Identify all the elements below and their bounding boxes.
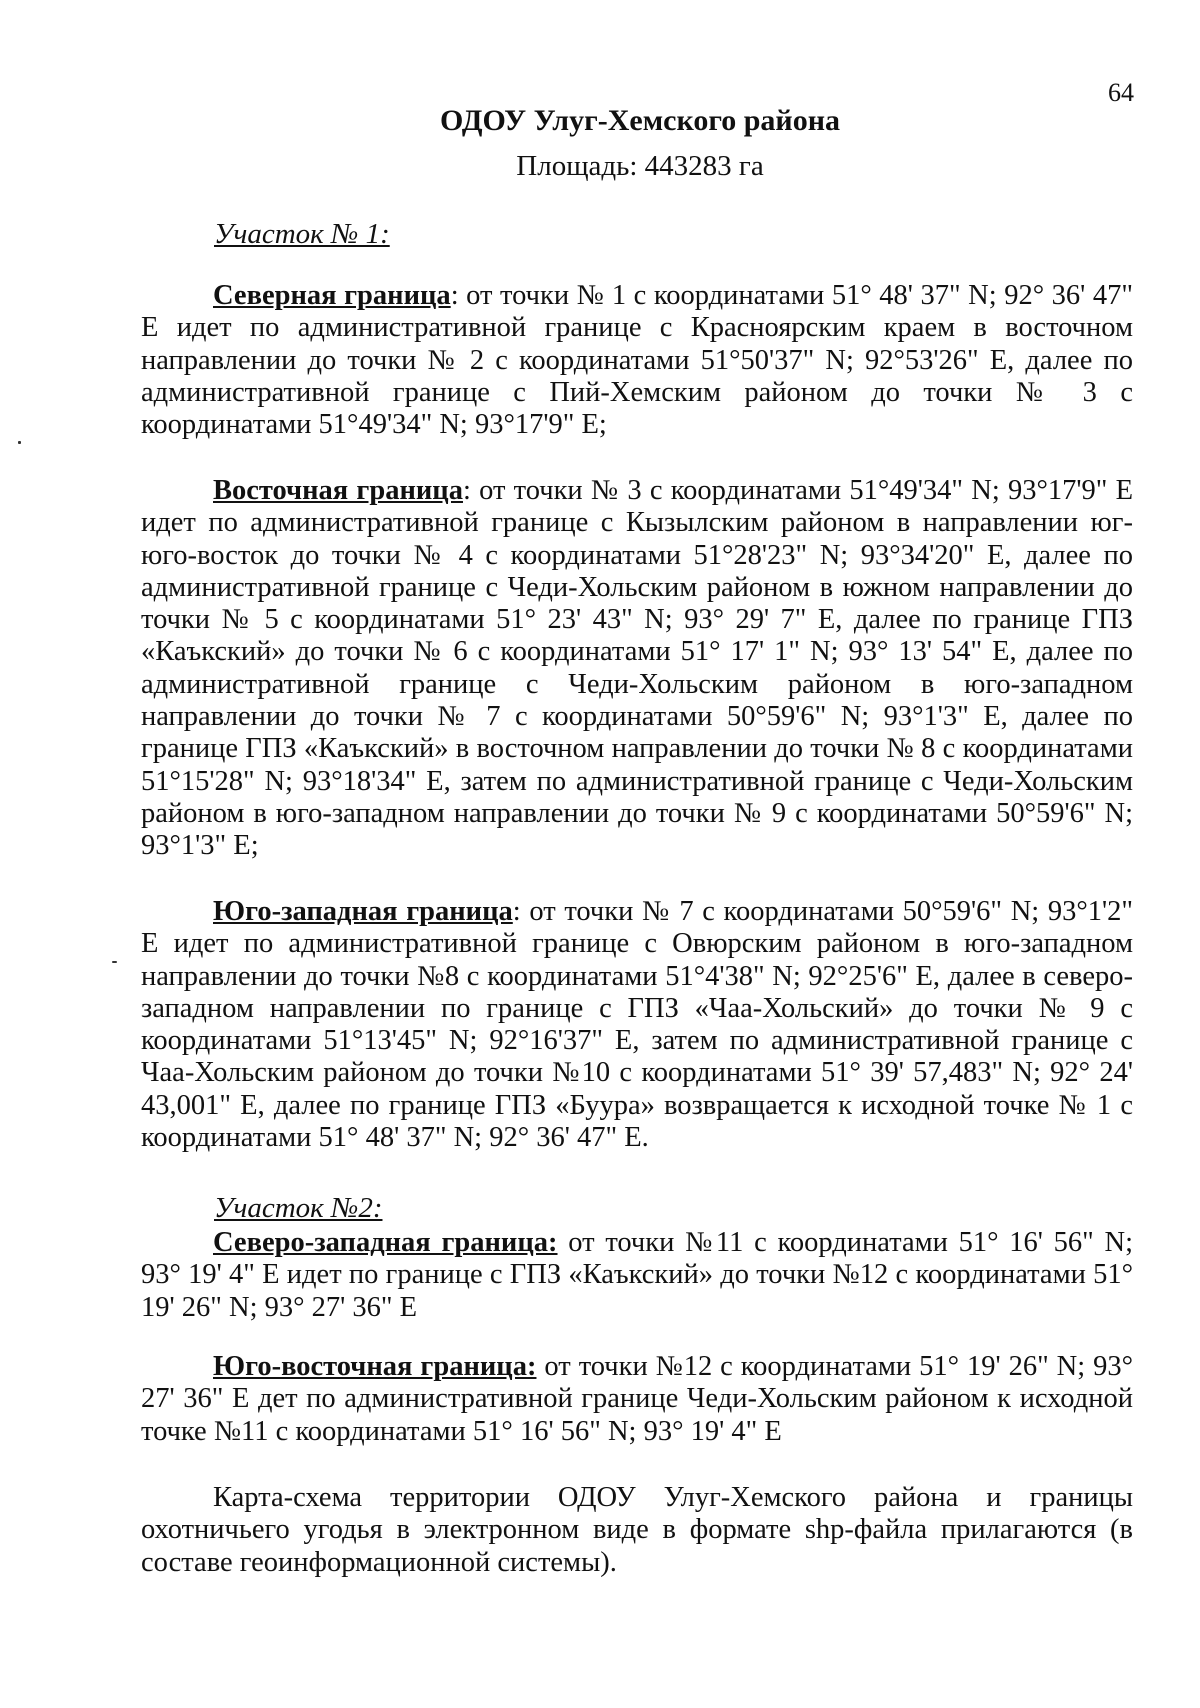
eastern-border-paragraph xyxy=(141,475,1133,863)
scan-speck xyxy=(112,961,117,963)
northern-border-paragraph xyxy=(141,280,1133,441)
document-title: ОДОУ Улуг-Хемского района xyxy=(440,104,840,137)
plot-2-label: Участок №2: xyxy=(214,1192,383,1224)
southeastern-border-text: от точки №12 с координатами 51° 19' 26" N; 93° 27' 36" E дет по административной границе Чеди-Хольским районом к исходной точке №11 с координатами 51° 16' 56" N; 93° 19' 4" E xyxy=(141,1351,1134,1447)
eastern-border-text: : от точки № 3 с координатами 51°49'34" N; 93°17'9" E идет по административной границе с Кызылским районом в направлении юг-юго-восток до точки № 4 с координатами 51°28'23" N; 93°34'20" E, далее по административной границе с Чеди-Хольским районом в южном направлении до точки № 5 с координатами 51° 23' 43" N; 93° 29' 7" E, далее по границе ГПЗ «Каъкский» до точки № 6 с координатами 51° 17' 1" N; 93° 13' 54" E, далее по административной границе с Чеди-Хольским районом в юго-западном направлении до точки № 7 с координатами 50°59'6" N; 93°1'3" E, далее по границе ГПЗ «Каъкский» в восточном направлении до точки № 8 с координатами 51°15'28" N; 93°18'34" E, затем по административной границе с Чеди-Хольским районом в юго-западном направлении до точки № 9 с координатами 50°59'6" N; 93°1'3" E; xyxy=(141,475,1133,862)
eastern-border-heading: Восточная граница xyxy=(213,475,463,506)
southwestern-border-paragraph xyxy=(141,896,1133,1154)
area-line: Площадь: 443283 га xyxy=(516,150,764,182)
closing-paragraph xyxy=(141,1482,1133,1579)
southwestern-border-heading: Юго-западная граница xyxy=(213,896,513,927)
northern-border-heading: Северная граница xyxy=(213,280,451,311)
northwestern-border-paragraph xyxy=(141,1227,1133,1324)
southwestern-border-text: : от точки № 7 с координатами 50°59'6" N; 93°1'2" E идет по административной границе с Овюрским районом в юго-западном направлении до точки №8 с координатами 51°4'38" N; 92°25'6" E, далее в северо-западном направлении по границе с ГПЗ «Чаа-Хольский» до точки № 9 с координатами 51°13'45" N; 92°16'37" E, затем по административной границе с Чаа-Хольским районом до точки №10 с координатами 51° 39' 57,483" N; 92° 24' 43,001" E, далее по границе ГПЗ «Буура» возвращается к исходной точке № 1 с координатами 51° 48' 37" N; 92° 36' 47" E. xyxy=(141,896,1134,1154)
northwestern-border-heading: Северо-западная граница: xyxy=(213,1227,558,1258)
southeastern-border-paragraph xyxy=(141,1351,1133,1448)
closing-text: Карта-схема территории ОДОУ Улуг-Хемского района и границы охотничьего угодья в электронном виде в формате shp-файла прилагаются (в составе геоинформационной системы). xyxy=(141,1482,1133,1578)
scan-speck xyxy=(18,441,21,444)
page-number: 64 xyxy=(1108,78,1134,107)
plot-1-label: Участок № 1: xyxy=(214,218,390,250)
northwestern-border-text: от точки №11 с координатами 51° 16' 56" N; 93° 19' 4" E идет по границе с ГПЗ «Каъкский» до точки №12 с координатами 51° 19' 26" N; 93° 27' 36" E xyxy=(141,1227,1134,1323)
northern-border-text: : от точки № 1 с координатами 51° 48' 37" N; 92° 36' 47" E идет по административной границе с Красноярским краем в восточном направлении до точки № 2 с координатами 51°50'37" N; 92°53'26" E, далее по административной границе с Пий-Хемским районом до точки № 3 с координатами 51°49'34" N; 93°17'9" E; xyxy=(141,280,1134,441)
southeastern-border-heading: Юго-восточная граница: xyxy=(213,1351,537,1382)
